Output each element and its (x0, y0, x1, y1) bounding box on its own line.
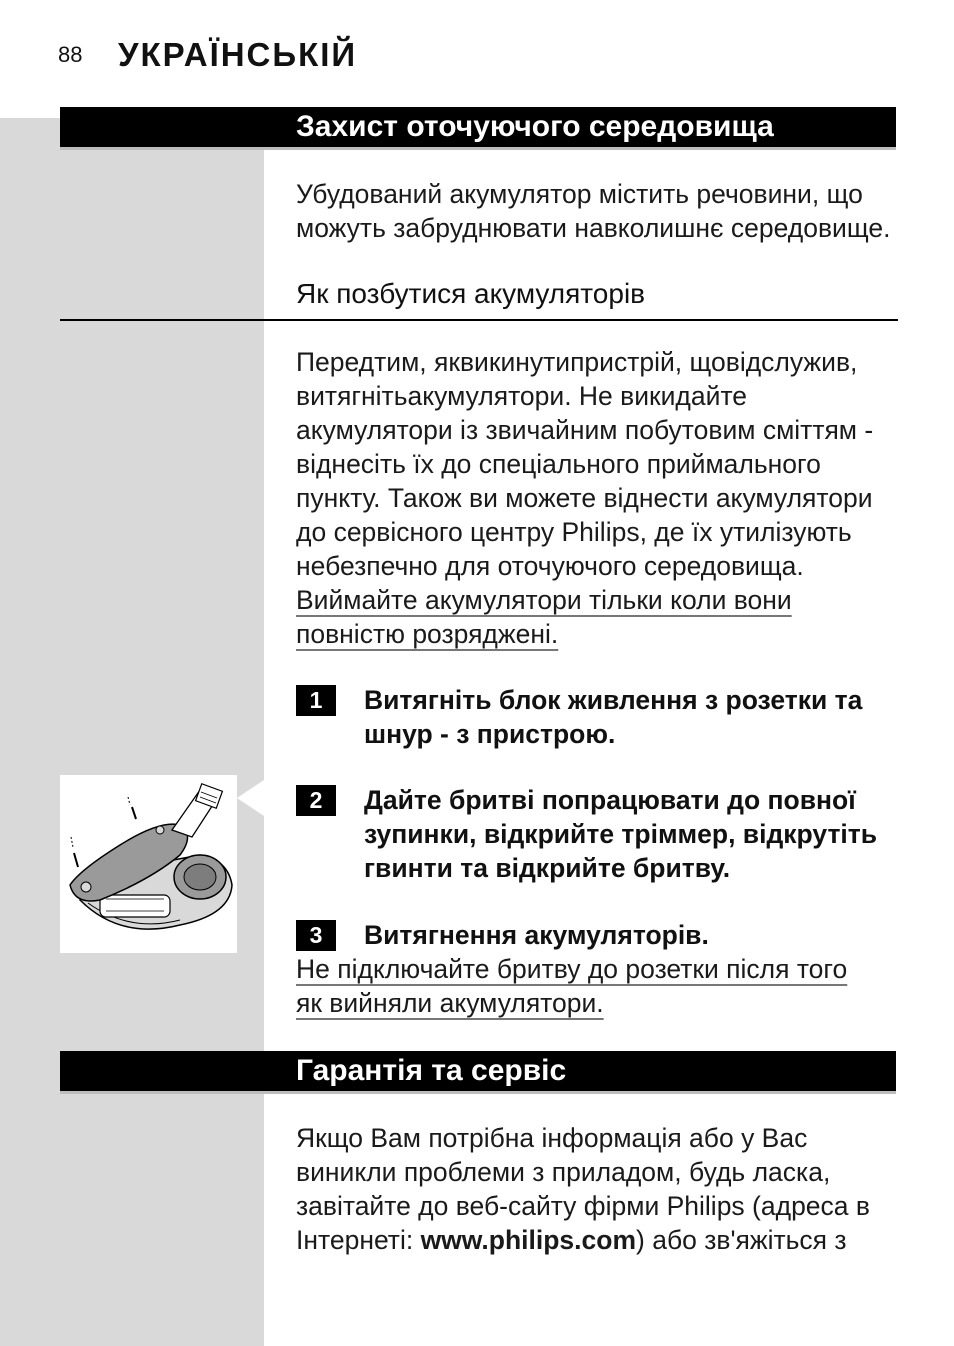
text-line: завітайте до веб-сайту фірми Philips (адреса в (296, 1191, 870, 1221)
website-link[interactable]: www.philips.com (420, 1225, 637, 1255)
subheading-battery-disposal: Як позбутися акумуляторів (296, 278, 646, 309)
margin-gray-bar (0, 118, 264, 1346)
shaver-open-battery-illustration (60, 775, 237, 953)
step-number-1: 1 (296, 685, 336, 716)
disposal-body (296, 345, 896, 651)
step3-note (296, 952, 896, 1020)
note-line: Не підключайте бритву до розетки після того (296, 954, 848, 984)
warning-line: повністю розряджені. (296, 619, 559, 649)
text-line: до сервісного центру Philips, де їх утилізують (296, 517, 852, 547)
section-title-environment: Захист оточуючого середовища (296, 110, 774, 143)
text-line: Інтернеті: www.philips.com) або зв'яжіться з (296, 1225, 847, 1255)
section-title-warranty: Гарантія та сервіс (296, 1054, 567, 1087)
warning-line: Виймайте акумулятори тільки коли вони (296, 585, 792, 615)
text-line: акумулятори із звичайним побутовим сміттям - (296, 415, 874, 445)
text-line: Убудований акумулятор містить речовини, що (296, 179, 863, 209)
language-heading: УКРАЇНСЬКІЙ (118, 36, 358, 73)
step-text-3: Витягнення акумуляторів. (364, 920, 709, 950)
page-number: 88 (58, 42, 83, 67)
text-line: небезпечно для оточуючого середовища. (296, 551, 804, 581)
warranty-body (296, 1121, 896, 1257)
subheading-rule (60, 319, 898, 321)
environment-intro (296, 177, 896, 245)
step-text-1: Витягніть блок живлення з розетки та шнур - з пристрою. (364, 685, 863, 749)
section-band-environment (60, 107, 896, 150)
text-line: пункту. Також ви можете віднести акумулятори (296, 483, 873, 513)
illustration-pointer (237, 780, 264, 816)
step-number-2: 2 (296, 785, 336, 816)
section-band-warranty (60, 1051, 896, 1094)
text-line: витягнітьакумулятори. Не викидайте (296, 381, 748, 411)
shaver-illustration-icon (60, 775, 237, 953)
text-line: віднесіть їх до спеціального приймального (296, 449, 821, 479)
step-number-3: 3 (296, 920, 336, 951)
step-text-2: Дайте бритві попрацювати до повної зупинки, відкрийте тріммер, відкрутіть гвинти та відкрийте бритву. (364, 785, 878, 883)
text-line: можуть забруднювати навколишнє середовище. (296, 213, 891, 243)
text-line: Якщо Вам потрібна інформація або у Вас (296, 1123, 808, 1153)
text-line: Передтим, яквикинутипристрій, щовідслужив, (296, 347, 858, 377)
note-line: як вийняли акумулятори. (296, 988, 604, 1018)
text-line: виникли проблеми з приладом, будь ласка, (296, 1157, 831, 1187)
